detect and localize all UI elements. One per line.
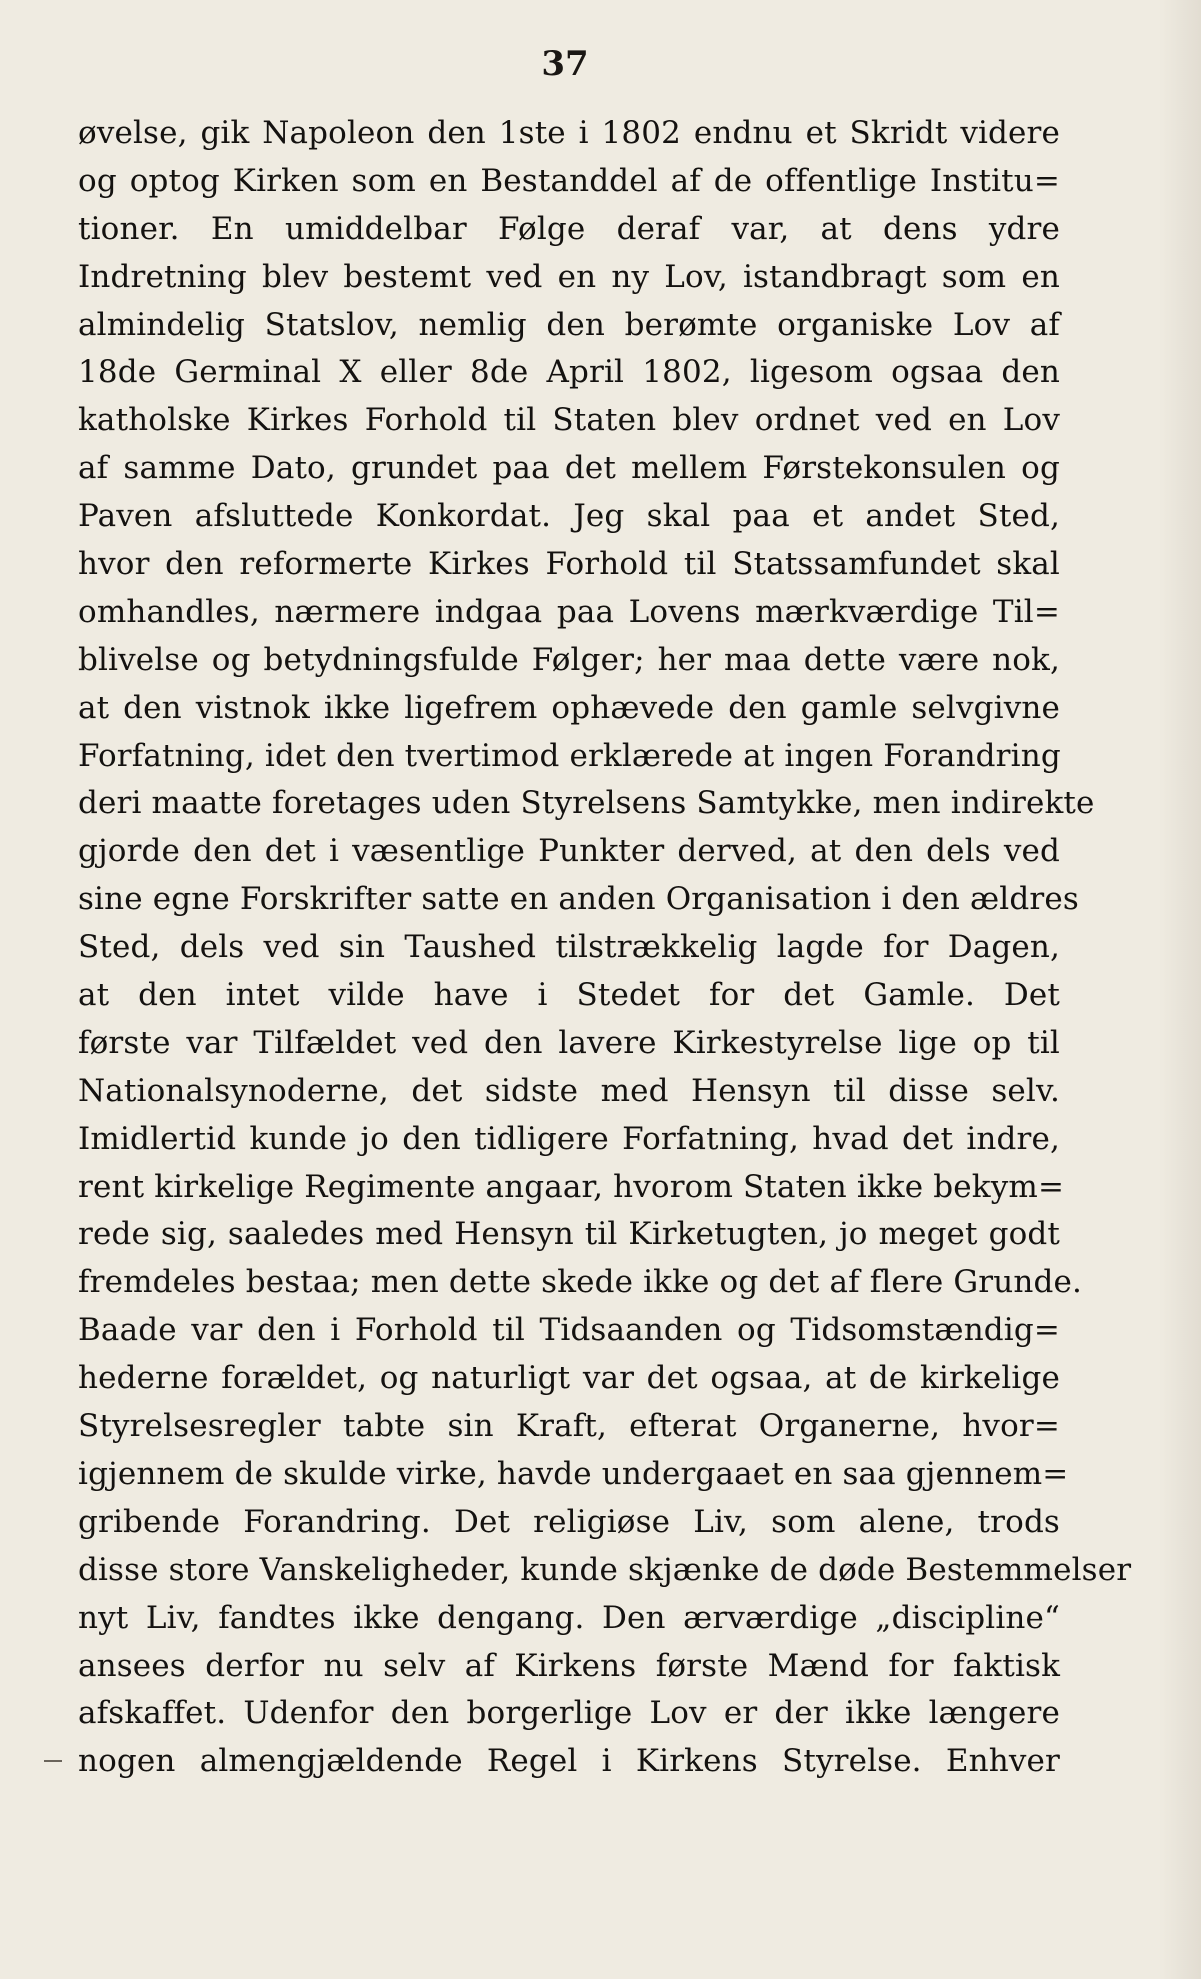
text-line: hvor den reformerte Kirkes Forhold til Statssamfundet skal bbox=[78, 546, 1060, 583]
text-line: Paven afsluttede Konkordat. Jeg skal paa et andet Sted, bbox=[78, 498, 1060, 535]
page-edge bbox=[1159, 0, 1201, 1979]
text-line: sine egne Forskrifter satte en anden Organisation i den ældres bbox=[78, 881, 1079, 918]
margin-mark bbox=[44, 1760, 62, 1762]
text-line: første var Tilfældet ved den lavere Kirkestyrelse lige op til bbox=[78, 1024, 1060, 1061]
text-line: disse store Vanskeligheder, kunde skjænke de døde Bestemmelser bbox=[78, 1551, 1132, 1588]
text-line: rent kirkelige Regimente angaar, hvorom Staten ikke bekym= bbox=[78, 1168, 1065, 1205]
body-text bbox=[78, 110, 1132, 1786]
text-line: Styrelsesregler tabte sin Kraft, efterat Organerne, hvor= bbox=[78, 1408, 1060, 1445]
text-line: almindelig Statslov, nemlig den berømte organiske Lov af bbox=[78, 306, 1060, 343]
text-line: gribende Forandring. Det religiøse Liv, som alene, trods bbox=[78, 1503, 1060, 1540]
text-line: blivelse og betydningsfulde Følger; her maa dette være nok, bbox=[78, 641, 1060, 678]
text-line: fremdeles bestaa; men dette skede ikke og det af flere Grunde. bbox=[78, 1264, 1082, 1301]
text-line: Nationalsynoderne, det sidste med Hensyn til disse selv. bbox=[78, 1072, 1060, 1109]
text-line: Imidlertid kunde jo den tidligere Forfatning, hvad det indre, bbox=[78, 1120, 1060, 1157]
text-line: gjorde den det i væsentlige Punkter derved, at den dels ved bbox=[78, 833, 1060, 870]
text-line: katholske Kirkes Forhold til Staten blev ordnet ved en Lov bbox=[78, 402, 1060, 439]
text-line: at den intet vilde have i Stedet for det Gamle. Det bbox=[78, 977, 1060, 1014]
text-line: ansees derfor nu selv af Kirkens første Mænd for faktisk bbox=[78, 1647, 1060, 1684]
text-line: Forfatning, idet den tvertimod erklærede at ingen Forandring bbox=[78, 737, 1061, 774]
text-line: rede sig, saaledes med Hensyn til Kirketugten, jo meget godt bbox=[78, 1216, 1060, 1253]
text-line: af samme Dato, grundet paa det mellem Førstekonsulen og bbox=[78, 450, 1060, 487]
page-number: 37 bbox=[541, 44, 589, 84]
text-line: tioner. En umiddelbar Følge deraf var, at dens ydre bbox=[78, 210, 1060, 247]
text-line: deri maatte foretages uden Styrelsens Samtykke, men indirekte bbox=[78, 785, 1095, 822]
text-line: omhandles, nærmere indgaa paa Lovens mærkværdige Til= bbox=[78, 593, 1060, 630]
text-line: og optog Kirken som en Bestanddel af de offentlige Institu= bbox=[78, 162, 1060, 199]
text-line: nyt Liv, fandtes ikke dengang. Den ærværdige „discipline“ bbox=[78, 1599, 1060, 1636]
text-line: Sted, dels ved sin Taushed tilstrækkelig lagde for Dagen, bbox=[78, 929, 1060, 966]
text-line: Indretning blev bestemt ved en ny Lov, istandbragt som en bbox=[78, 258, 1060, 295]
text-line: øvelse, gik Napoleon den 1ste i 1802 endnu et Skridt videre bbox=[78, 115, 1060, 151]
text-line: Baade var den i Forhold til Tidsaanden og Tidsomstændig= bbox=[78, 1312, 1060, 1349]
text-line: afskaffet. Udenfor den borgerlige Lov er der ikke længere bbox=[78, 1695, 1060, 1732]
text-line: at den vistnok ikke ligefrem ophævede den gamle selvgivne bbox=[78, 689, 1060, 726]
text-line: 18de Germinal X eller 8de April 1802, ligesom ogsaa den bbox=[78, 354, 1060, 391]
text-line: igjennem de skulde virke, havde undergaaet en saa gjennem= bbox=[78, 1455, 1069, 1492]
text-line: hederne forældet, og naturligt var det ogsaa, at de kirkelige bbox=[78, 1360, 1060, 1397]
text-line: nogen almengjældende Regel i Kirkens Styrelse. Enhver bbox=[78, 1743, 1060, 1780]
